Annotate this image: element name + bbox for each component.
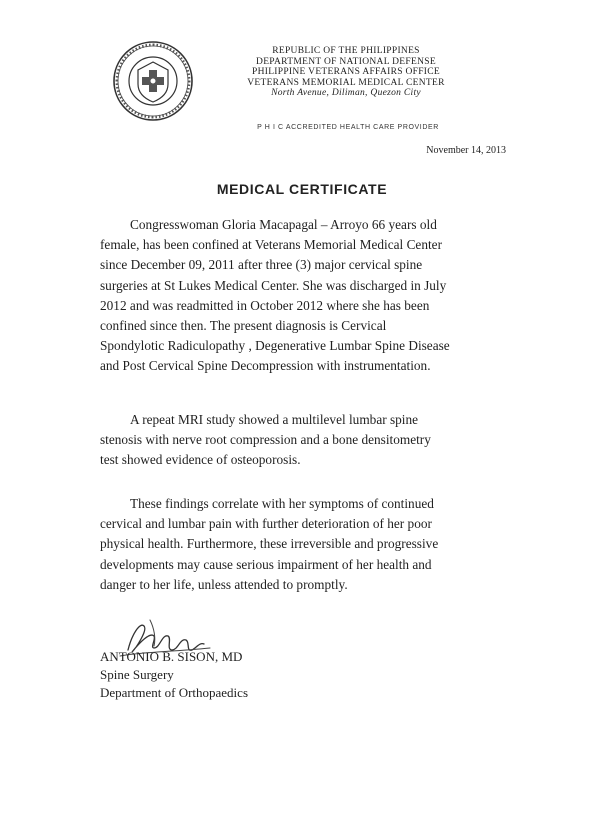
paragraph-line: confined since then. The present diagnosis is Cervical (100, 318, 387, 334)
paragraph-findings (100, 494, 532, 595)
accreditation-line: P H I C ACCREDITED HEALTH CARE PROVIDER (257, 124, 439, 131)
paragraph-mri (100, 410, 532, 471)
certificate-date: November 14, 2013 (426, 145, 506, 156)
paragraph-line: Spondylotic Radiculopathy , Degenerative Lumbar Spine Disease (100, 338, 450, 354)
paragraph-confinement (100, 215, 532, 377)
signatory-position: Spine Surgery (100, 667, 174, 682)
paragraph-line: A repeat MRI study showed a multilevel lumbar spine (130, 412, 419, 427)
paragraph-line: surgeries at St Lukes Medical Center. She was discharged in July (100, 277, 447, 293)
signatory-block (100, 648, 248, 702)
letterhead-republic: REPUBLIC OF THE PHILIPPINES (272, 46, 420, 56)
letterhead (228, 46, 464, 99)
letterhead-department: DEPARTMENT OF NATIONAL DEFENSE (256, 56, 436, 67)
letterhead-hospital: VETERANS MEMORIAL MEDICAL CENTER (247, 77, 445, 88)
paragraph-line: stenosis with nerve root compression and a bone densitometry (100, 432, 431, 448)
paragraph-line: and Post Cervical Spine Decompression with instrumentation. (100, 358, 431, 374)
paragraph-line: danger to her life, unless attended to promptly. (100, 576, 348, 592)
paragraph-line: 2012 and was readmitted in October 2012 where she has been (100, 297, 430, 313)
signatory-name: ANTONIO B. SISON, MD (100, 649, 243, 664)
paragraph-line: female, has been confined at Veterans Memorial Medical Center (100, 237, 443, 253)
paragraph-line: developments may cause serious impairment of her health and (100, 556, 432, 572)
paragraph-line: since December 09, 2011 after three (3) major cervical spine (100, 257, 423, 273)
paragraph-line: physical health. Furthermore, these irreversible and progressive (100, 536, 439, 552)
paragraph-line: Congresswoman Gloria Macapagal – Arroyo 66 years old (130, 217, 437, 232)
hospital-seal-icon (112, 40, 194, 122)
paragraph-line: test showed evidence of osteoporosis. (100, 452, 301, 468)
signatory-department: Department of Orthopaedics (100, 685, 249, 700)
paragraph-line: These findings correlate with her symptoms of continued (130, 496, 434, 511)
letterhead-address: North Avenue, Diliman, Quezon City (271, 88, 421, 99)
paragraph-line: cervical and lumbar pain with further deterioration of her poor (100, 516, 432, 532)
page-title: MEDICAL CERTIFICATE (216, 181, 388, 197)
letterhead-office: PHILIPPINE VETERANS AFFAIRS OFFICE (251, 67, 440, 78)
